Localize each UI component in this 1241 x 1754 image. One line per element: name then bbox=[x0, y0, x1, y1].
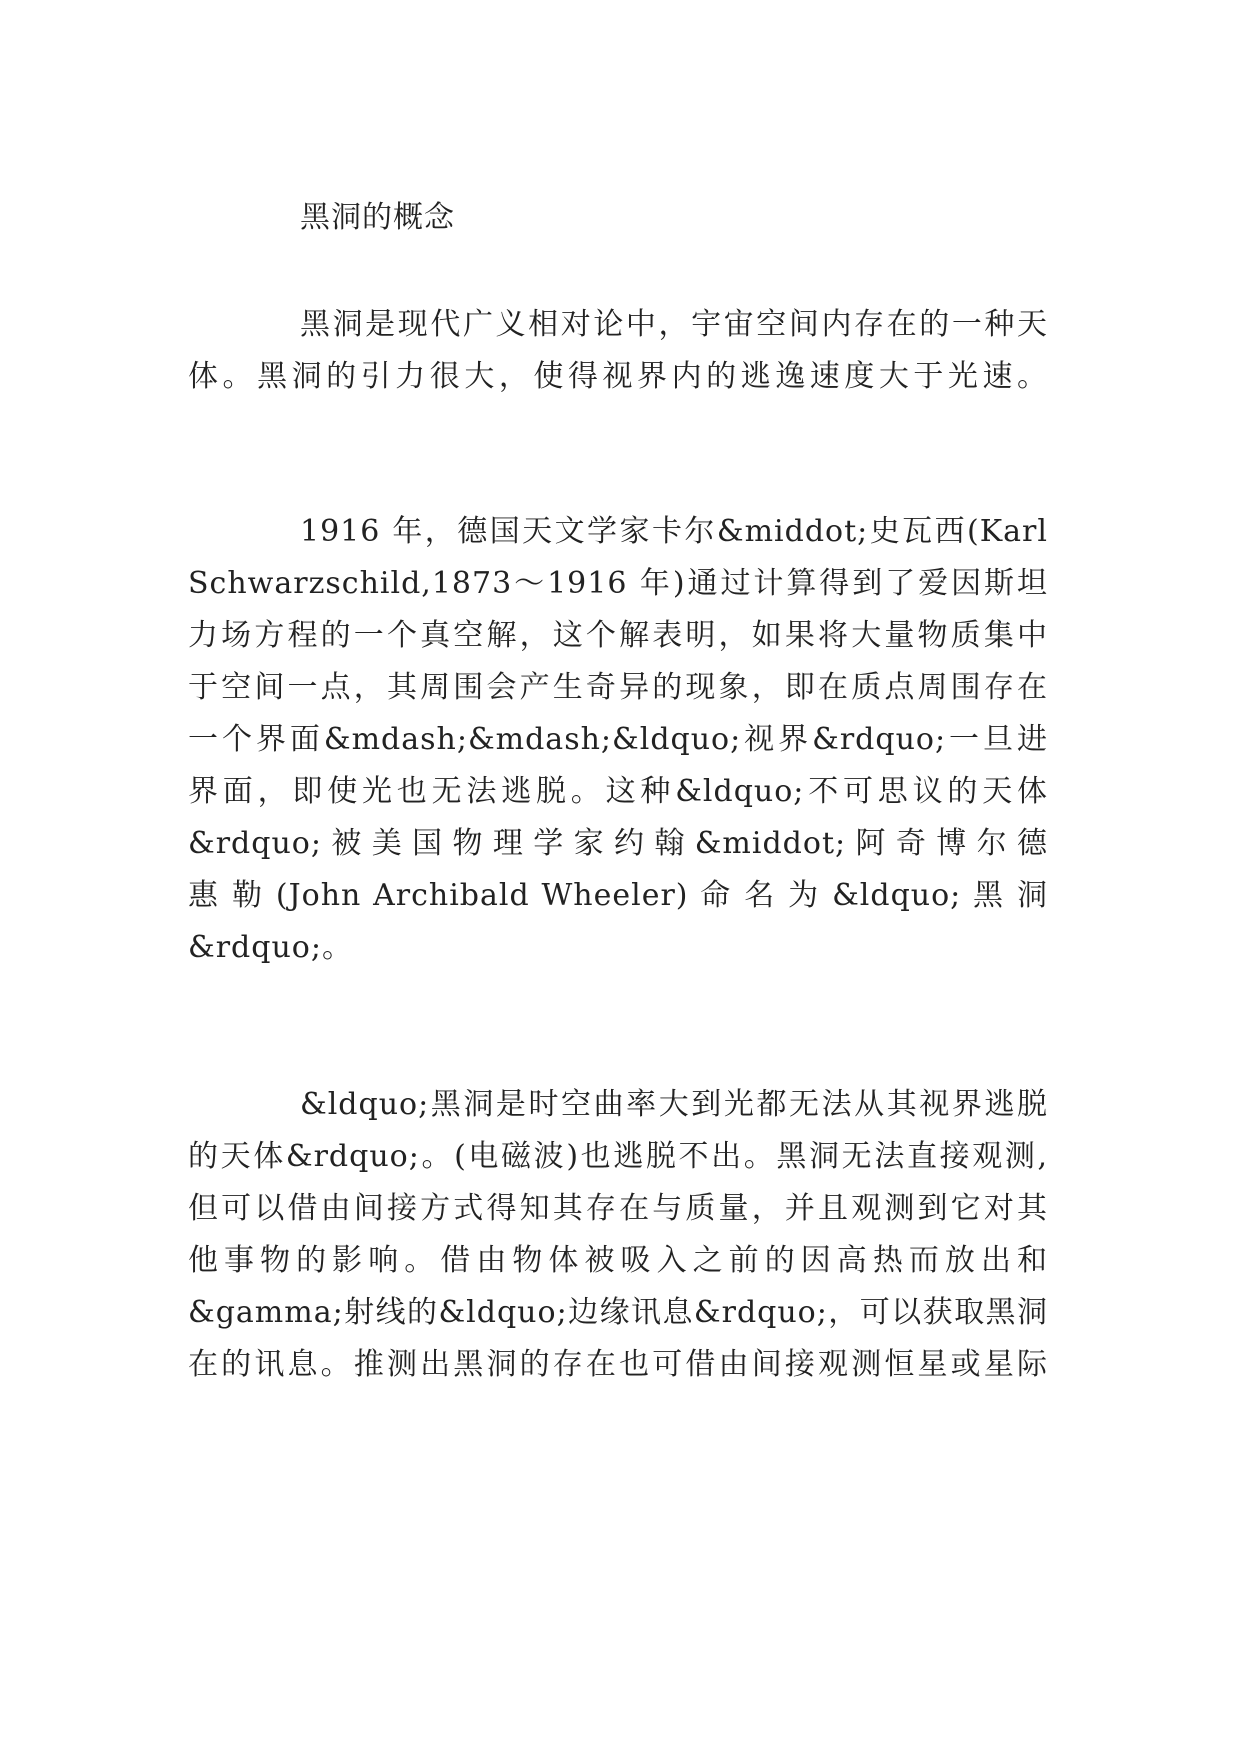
paragraph-2-line-3: 力场方程的一个真空解，这个解表明，如果将大量物质集中 bbox=[188, 618, 1048, 653]
paragraph-2-line-4: 于空间一点，其周围会产生奇异的现象，即在质点周围存在 bbox=[188, 670, 1048, 705]
paragraph-2-line-1: 1916 年，德国天文学家卡尔&middot;史瓦西(Karl bbox=[300, 514, 1048, 549]
paragraph-3-line-5: &gamma;射线的&ldquo;边缘讯息&rdquo;，可以获取黑洞 bbox=[188, 1295, 1048, 1330]
paragraph-2-line-7: &rdquo;被美国物理学家约翰&middot;阿奇博尔德 bbox=[188, 826, 1048, 861]
paragraph-3-line-4: 他事物的影响。借由物体被吸入之前的因高热而放出和 bbox=[188, 1243, 1048, 1278]
paragraph-3-line-6: 在的讯息。推测出黑洞的存在也可借由间接观测恒星或星际 bbox=[188, 1347, 1048, 1382]
paragraph-3-line-3: 但可以借由间接方式得知其存在与质量，并且观测到它对其 bbox=[188, 1191, 1048, 1226]
paragraph-3-line-2: 的天体&rdquo;。(电磁波)也逃脱不出。黑洞无法直接观测, bbox=[188, 1139, 1048, 1174]
paragraph-2-line-2: Schwarzschild,1873～1916 年)通过计算得到了爱因斯坦 bbox=[188, 566, 1048, 601]
paragraph-1-line-2: 体。黑洞的引力很大，使得视界内的逃逸速度大于光速。 bbox=[188, 359, 1048, 394]
paragraph-2-line-5: 一个界面&mdash;&mdash;&ldquo;视界&rdquo;一旦进 bbox=[188, 722, 1048, 757]
paragraph-2-line-6: 界面，即使光也无法逃脱。这种&ldquo;不可思议的天体 bbox=[188, 774, 1048, 809]
paragraph-3-line-1: &ldquo;黑洞是时空曲率大到光都无法从其视界逃脱 bbox=[300, 1087, 1048, 1122]
paragraph-2-line-9: &rdquo;。 bbox=[188, 930, 353, 965]
paragraph-1-line-1: 黑洞是现代广义相对论中，宇宙空间内存在的一种天 bbox=[300, 307, 1048, 342]
paragraph-2-line-8: 惠 勒 (John Archibald Wheeler) 命 名 为 &ldquo; 黑 洞 bbox=[188, 878, 1048, 913]
page-title: 黑洞的概念 bbox=[300, 200, 455, 235]
